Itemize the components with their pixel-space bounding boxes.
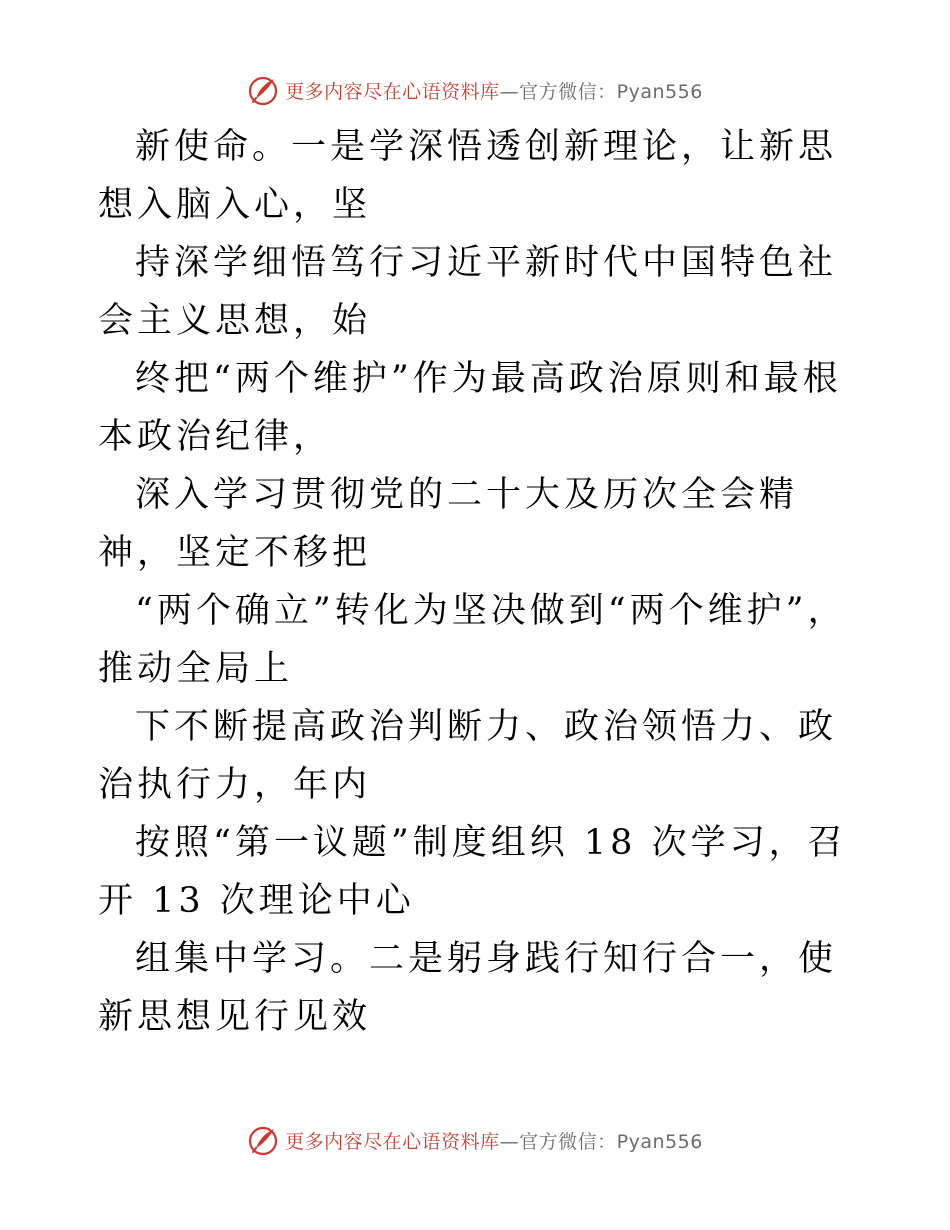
paragraph-4: 深入学习贯彻党的二十大及历次全会精神，坚定不移把 (98, 475, 799, 573)
watermark-text (285, 1127, 703, 1154)
paragraph-1: 新使命。一是学深悟透创新理论，让新思想入脑入心，坚 (98, 127, 838, 225)
header-watermark (0, 72, 950, 108)
paragraph-6: 下不断提高政治判断力、政治领悟力、政治执行力，年内 (98, 707, 838, 805)
footer-watermark (0, 1122, 950, 1158)
watermark-text (285, 77, 703, 104)
paragraph-5: “两个确立”转化为坚决做到“两个维护”，推动全局上 (98, 591, 847, 689)
paragraph-7: 按照“第一议题”制度组织 18 次学习，召开 13 次理论中心 (98, 823, 847, 921)
paragraph-8: 组集中学习。二是躬身践行知行合一，使新思想见行见效 (98, 939, 838, 1037)
feather-pen-icon (247, 74, 279, 106)
watermark-dash: — (499, 1130, 520, 1153)
document-body (98, 118, 858, 1046)
watermark-sub: 官方微信：Pyan556 (519, 80, 703, 103)
watermark-dash: — (499, 80, 520, 103)
watermark-sub: 官方微信：Pyan556 (519, 1130, 703, 1153)
paragraph-2: 持深学细悟笃行习近平新时代中国特色社会主义思想，始 (98, 243, 838, 341)
feather-pen-icon (247, 1124, 279, 1156)
paragraph-3: 终把“两个维护”作为最高政治原则和最根本政治纪律， (98, 359, 842, 457)
watermark-main: 更多内容尽在心语资料库 (285, 80, 500, 103)
watermark-main: 更多内容尽在心语资料库 (285, 1130, 500, 1153)
